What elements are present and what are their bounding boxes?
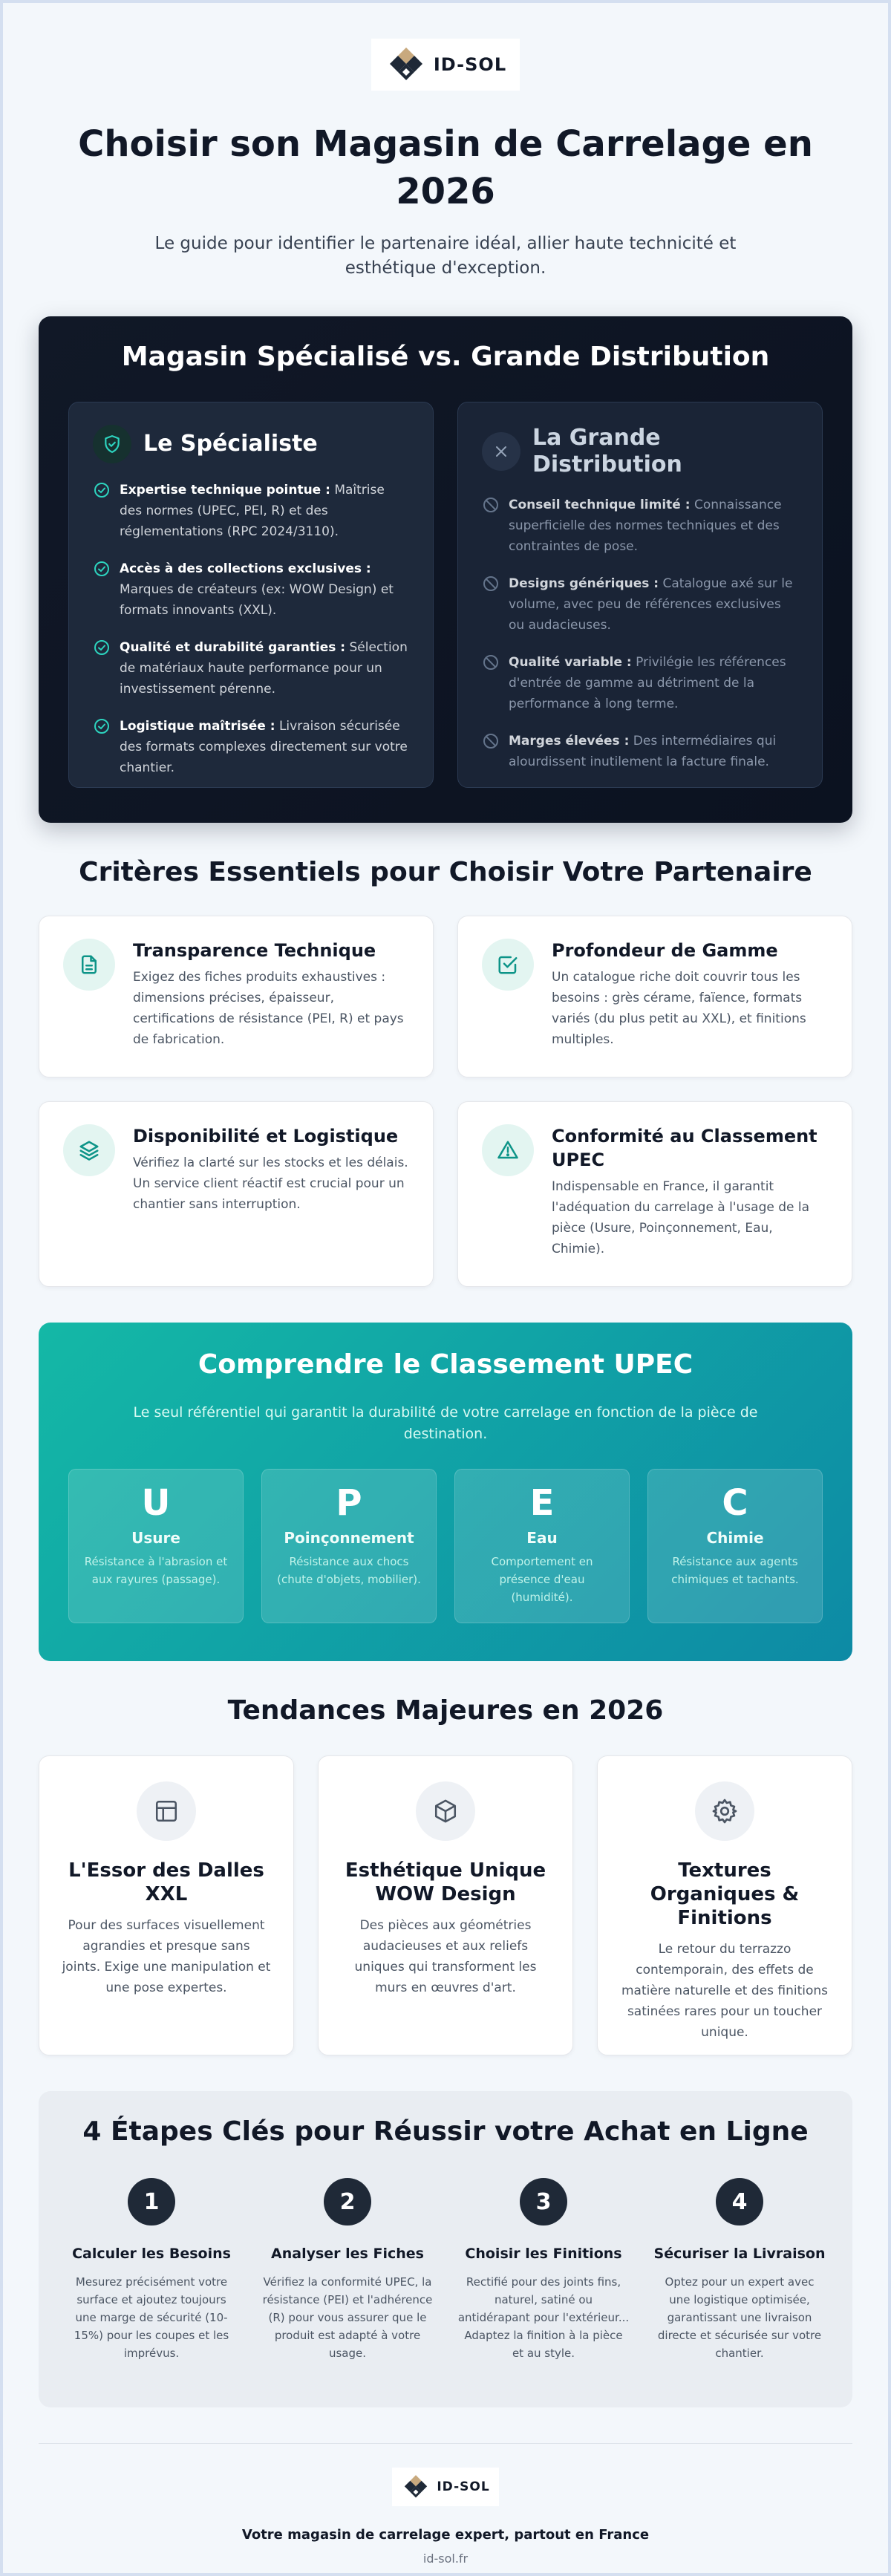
point-desc: Livraison sécurisée des formats complexes directement sur votre chantier. <box>120 719 408 775</box>
footer-logo[interactable] <box>392 2468 499 2506</box>
ban-icon <box>482 653 500 671</box>
step-title: Analyser les Fiches <box>271 2246 424 2262</box>
step-number: 1 <box>128 2178 175 2226</box>
point-label: Logistique maîtrisée : <box>120 719 275 734</box>
trends-grid <box>39 1755 852 2055</box>
logo-mark-icon <box>385 46 428 83</box>
steps-grid <box>62 2178 829 2362</box>
logo-text: ID-SOL <box>433 54 507 75</box>
point-label: Qualité variable : <box>509 655 632 670</box>
gear-icon <box>695 1781 754 1841</box>
specialist-point <box>93 716 409 778</box>
trend-desc: Le retour du terrazzo contemporain, des effets de matière naturelle et des finitions satinées rares pour un toucher unique. <box>621 1942 828 2040</box>
shield-check-icon <box>93 425 131 463</box>
footer-url-link[interactable]: id-sol.fr <box>422 2551 469 2566</box>
step-desc: Mesurez précisément votre surface et ajoutez toujours une marge de sécurité (10-15%) pour les coupes et les imprévus. <box>74 2275 229 2360</box>
specialist-point <box>93 558 409 621</box>
footer <box>39 2443 852 2566</box>
point-label: Marges élevées : <box>509 734 630 749</box>
criteria-body <box>133 1124 409 1264</box>
ban-icon <box>482 732 500 750</box>
page-content <box>39 39 852 2566</box>
point-desc: Connaissance superficielle des normes techniques et des contraintes de pose. <box>509 498 782 554</box>
trend-desc: Des pièces aux géométries audacieuses et aux reliefs uniques qui transforment les murs en œuvres d'art. <box>354 1918 537 1995</box>
ban-icon <box>482 575 500 593</box>
ban-icon <box>482 496 500 514</box>
upec-subtitle: Le seul référentiel qui garantit la durabilité de votre carrelage en fonction de la pièce de destination. <box>133 1404 758 1442</box>
check-circle-icon <box>93 560 111 578</box>
criteria-card-title: Disponibilité et Logistique <box>133 1126 399 1147</box>
page-title: Choisir son Magasin de Carrelage en 2026 <box>78 123 813 212</box>
criteria-card-desc: Un catalogue riche doit couvrir tous les besoins : grès cérame, faïence, formats variés (du plus petit au XXL), et finitions multiples. <box>552 970 806 1047</box>
upec-card <box>647 1469 823 1623</box>
comparison-section <box>39 316 852 823</box>
point-desc: Privilégie les références d'entrée de gamme au détriment de la performance à long terme. <box>509 655 786 711</box>
point-label: Expertise technique pointue : <box>120 483 330 498</box>
page-subtitle: Le guide pour identifier le partenaire idéal, allier haute technicité et esthétique d'exception. <box>154 234 737 278</box>
mass-retail-column <box>457 402 823 788</box>
step-title: Choisir les Finitions <box>465 2246 622 2262</box>
point-desc: Marques de créateurs (ex: WOW Design) et formats innovants (XXL). <box>120 582 394 618</box>
specialist-point <box>93 480 409 542</box>
upec-name: Usure <box>131 1529 180 1547</box>
upec-name: Chimie <box>706 1529 764 1547</box>
trend-title: Textures Organiques & Finitions <box>650 1859 800 1929</box>
check-circle-icon <box>93 639 111 656</box>
layers-icon <box>63 1124 115 1176</box>
warning-icon <box>482 1124 534 1176</box>
specialist-point-text <box>120 558 409 621</box>
step-number: 4 <box>716 2178 763 2226</box>
step-item <box>62 2178 241 2362</box>
cube-icon <box>416 1781 475 1841</box>
criteria-card-desc: Exigez des fiches produits exhaustives : dimensions précises, épaisseur, certifications de résistance (PEI, R) et pays de fabrication. <box>133 970 404 1047</box>
x-icon <box>482 432 520 471</box>
upec-desc: Résistance à l'abrasion et aux rayures (passage). <box>84 1555 228 1586</box>
criteria-card <box>39 916 434 1077</box>
comparison-title: Magasin Spécialisé vs. Grande Distribution <box>121 342 770 372</box>
upec-letter: C <box>722 1482 748 1524</box>
upec-desc: Comportement en présence d'eau (humidité). <box>491 1555 593 1604</box>
criteria-body <box>552 1124 828 1264</box>
point-label: Conseil technique limité : <box>509 498 691 512</box>
point-desc: Des intermédiaires qui alourdissent inutilement la facture finale. <box>509 734 777 769</box>
mass-retail-title: La Grande Distribution <box>532 425 682 477</box>
check-circle-icon <box>93 717 111 735</box>
criteria-body <box>552 939 828 1054</box>
trend-desc: Pour des surfaces visuellement agrandies et presque sans joints. Exige une manipulation et une pose expertes. <box>62 1918 271 1995</box>
upec-letter: E <box>529 1482 555 1524</box>
mass-retail-point-text <box>509 731 798 772</box>
step-item <box>650 2178 829 2362</box>
mass-retail-header <box>482 425 798 478</box>
steps-section <box>39 2091 852 2407</box>
step-title: Calculer les Besoins <box>72 2246 231 2262</box>
specialist-header <box>93 425 409 463</box>
logo-lockup <box>385 46 506 83</box>
point-label: Designs génériques : <box>509 576 659 591</box>
mass-retail-point-text <box>509 495 798 557</box>
comparison-columns <box>68 402 823 788</box>
criteria-card-desc: Vérifiez la clarté sur les stocks et les délais. Un service client réactif est crucial pour un chantier sans interruption. <box>133 1155 408 1212</box>
specialist-point-text <box>120 716 409 778</box>
logo-mark-icon <box>401 2474 431 2500</box>
criteria-card <box>39 1101 434 1287</box>
criteria-card <box>457 916 852 1077</box>
brand-logo[interactable] <box>371 39 520 91</box>
mass-retail-point <box>482 652 798 714</box>
step-desc: Rectifié pour des joints fins, naturel, satiné ou antidérapant pour l'extérieur... Adaptez la finition à la pièce et au style. <box>457 2275 630 2360</box>
mass-retail-point-text <box>509 573 798 636</box>
document-icon <box>63 939 115 991</box>
point-desc: Catalogue axé sur le volume, avec peu de références exclusives ou audacieuses. <box>509 576 793 633</box>
trend-card <box>39 1755 294 2055</box>
upec-letter: U <box>141 1482 171 1524</box>
criteria-title: Critères Essentiels pour Choisir Votre Partenaire <box>79 857 812 887</box>
point-label: Qualité et durabilité garanties : <box>120 640 346 655</box>
mass-retail-point-text <box>509 652 798 714</box>
trends-title: Tendances Majeures en 2026 <box>227 1695 664 1726</box>
upec-card <box>68 1469 244 1623</box>
upec-section <box>39 1323 852 1661</box>
checkbox-icon <box>482 939 534 991</box>
trend-card <box>597 1755 852 2055</box>
logo-text: ID-SOL <box>437 2479 490 2494</box>
upec-desc: Résistance aux chocs (chute d'objets, mobilier). <box>277 1555 421 1586</box>
criteria-card <box>457 1101 852 1287</box>
point-desc: Sélection de matériaux haute performance pour un investissement pérenne. <box>120 640 408 697</box>
mass-retail-point <box>482 495 798 557</box>
step-desc: Optez pour un expert avec une logistique optimisée, garantissant une livraison directe et sécurisée sur votre chantier. <box>657 2275 822 2360</box>
mass-retail-point <box>482 573 798 636</box>
criteria-grid <box>39 916 852 1287</box>
criteria-body <box>133 939 409 1054</box>
layout-icon <box>137 1781 196 1841</box>
specialist-point-text <box>120 480 409 542</box>
point-label: Accès à des collections exclusives : <box>120 561 371 576</box>
step-item <box>454 2178 633 2362</box>
upec-name: Eau <box>526 1529 558 1547</box>
logo-lockup <box>401 2474 489 2500</box>
specialist-point-text <box>120 637 409 700</box>
specialist-column <box>68 402 434 788</box>
step-desc: Vérifiez la conformité UPEC, la résistance (PEI) et l'adhérence (R) pour vous assurer que le produit est adapté à votre usage. <box>262 2275 433 2360</box>
criteria-card-title: Transparence Technique <box>133 940 376 961</box>
step-title: Sécuriser la Livraison <box>653 2246 826 2262</box>
upec-title: Comprendre le Classement UPEC <box>198 1349 693 1380</box>
step-number: 2 <box>324 2178 371 2226</box>
upec-grid <box>68 1469 823 1623</box>
upec-card <box>454 1469 630 1623</box>
specialist-title: Le Spécialiste <box>143 431 318 457</box>
steps-title: 4 Étapes Clés pour Réussir votre Achat en Ligne <box>82 2116 809 2147</box>
trend-title: L'Essor des Dalles XXL <box>68 1859 264 1905</box>
upec-card <box>261 1469 437 1623</box>
upec-name: Poinçonnement <box>284 1529 414 1547</box>
mass-retail-point <box>482 731 798 772</box>
trend-card <box>318 1755 573 2055</box>
point-desc: Maîtrise des normes (UPEC, PEI, R) et des réglementations (RPC 2024/3110). <box>120 483 385 539</box>
criteria-card-title: Conformité au Classement UPEC <box>552 1126 817 1170</box>
footer-tagline: Votre magasin de carrelage expert, partout en France <box>241 2527 650 2543</box>
upec-letter: P <box>336 1482 362 1524</box>
trend-title: Esthétique Unique WOW Design <box>345 1859 546 1905</box>
step-item <box>258 2178 437 2362</box>
specialist-point <box>93 637 409 700</box>
check-circle-icon <box>93 481 111 499</box>
step-number: 3 <box>520 2178 567 2226</box>
criteria-card-title: Profondeur de Gamme <box>552 940 778 961</box>
upec-desc: Résistance aux agents chimiques et tachants. <box>671 1555 799 1586</box>
criteria-card-desc: Indispensable en France, il garantit l'adéquation du carrelage à l'usage de la pièce (Usure, Poinçonnement, Eau, Chimie). <box>552 1179 810 1256</box>
